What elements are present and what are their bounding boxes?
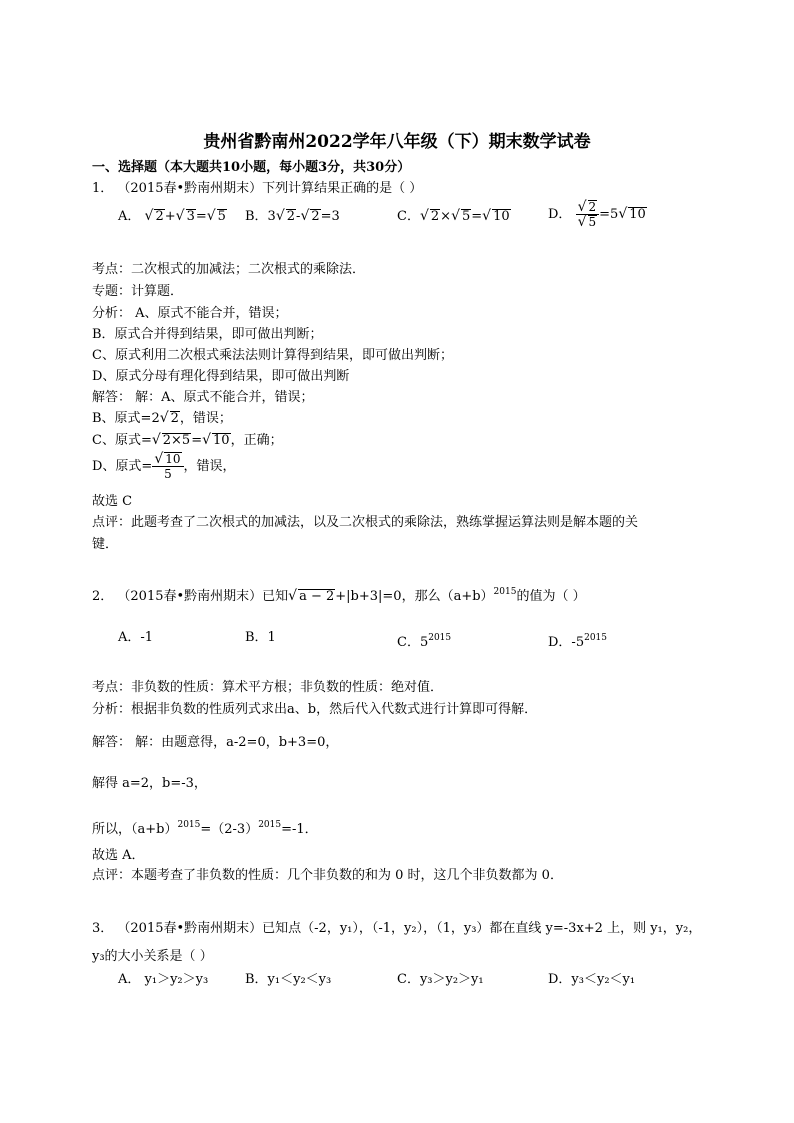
q2-option-a: A．-1 (118, 630, 154, 645)
q3-option-d: D．y₃＜y₂＜y₁ (548, 972, 636, 987)
q2-dianping: 点评：本题考查了非负数的性质：几个非负数的和为 0 时，这几个非负数都为 0． (92, 868, 563, 883)
q1-fenxi-2: B．原式合并得到结果，即可做出判断； (92, 327, 323, 342)
q3-stem-2: y₃的大小关系是（ ） (92, 949, 213, 964)
q3-option-b: B．y₁＜y₂＜y₃ (245, 972, 332, 987)
q1-guxuan: 故选 C (92, 494, 133, 509)
q1-option-c: C．√ 2×√ 5=√ 10 (397, 208, 510, 224)
q1-jieda-1: 解答： 解：A、原式不能合并，错误； (92, 390, 314, 405)
q1-fenxi-3: C、原式利用二次根式乘法法则计算得到结果，即可做出判断； (92, 348, 453, 363)
q1-fenxi-4: D、原式分母有理化得到结果，即可做出判断 (92, 369, 350, 384)
q2-suoyi: 所以，$(a+b)^{2015}=(2-3)^{2015}=-1$． (92, 820, 318, 837)
q1-jieda-d: D、原式= $\frac{√ 10}{5}$ ，错误， (92, 451, 236, 481)
q2-stem: 2． （2015春•黔南州期末）已知√ a − 2+|b+3|=0，那么$(a+b)^{2015}$的值为（ ） (92, 587, 586, 604)
q3-option-a: A． y₁＞y₂＞y₃ (118, 972, 209, 987)
q1-dianping-1: 点评：此题考查了二次根式的加减法，以及二次根式的乘除法，熟练掌握运算法则是解本题的关 (92, 515, 639, 530)
q2-jieda: 解答： 解：由题意得，a-2=0，b+3=0， (92, 735, 339, 750)
q2-fenxi: 分析：根据非负数的性质列式求出a、b，然后代入代数式进行计算即可得解． (92, 702, 538, 717)
section-heading: 一、选择题（本大题共10小题，每小题3分，共30分） (92, 160, 411, 175)
q1-stem: 1． （2015春•黔南州期末）下列计算结果正确的是（ ） (92, 181, 423, 196)
q3-stem: 3． （2015春•黔南州期末）已知点（-2，y₁），（-1，y₂），（1，y₃）都在直线 y=-3x+2 上，则 y₁，y₂， (92, 921, 702, 936)
q1-fenxi-1: 分析： A、原式不能合并，错误； (92, 306, 288, 321)
q2-option-d: D．$-5^{2015}$ (548, 633, 607, 650)
q1-option-a: A． √ 2+√ 3=√ 5 (118, 208, 226, 224)
q1-jieda-c: C、原式=√ 2×5=√ 10，正确； (92, 432, 283, 448)
q1-jieda-b: B、原式=2√ 2，错误； (92, 410, 232, 426)
q1-option-d: D． $\frac{√ 2}{√ 5}$ =5√ 10 (548, 199, 646, 230)
page-title: 贵州省黔南州2022学年八年级（下）期末数学试卷 (203, 132, 591, 152)
q2-option-b: B．1 (245, 630, 276, 645)
q1-zhuanti: 专题：计算题． (92, 284, 184, 299)
q1-option-b: B．3√ 2-√ 2=3 (245, 208, 340, 224)
q2-jiede: 解得 a=2，b=-3， (92, 776, 207, 791)
q2-guxuan: 故选 A． (92, 848, 145, 863)
q3-option-c: C．y₃＞y₂＞y₁ (397, 972, 484, 987)
q2-option-c: C．$5^{2015}$ (397, 633, 452, 650)
q1-dianping-2: 键． (92, 537, 119, 552)
q2-kaodian: 考点：非负数的性质：算术平方根；非负数的性质：绝对值． (92, 680, 444, 695)
q1-kaodian: 考点：二次根式的加减法；二次根式的乘除法． (92, 262, 366, 277)
